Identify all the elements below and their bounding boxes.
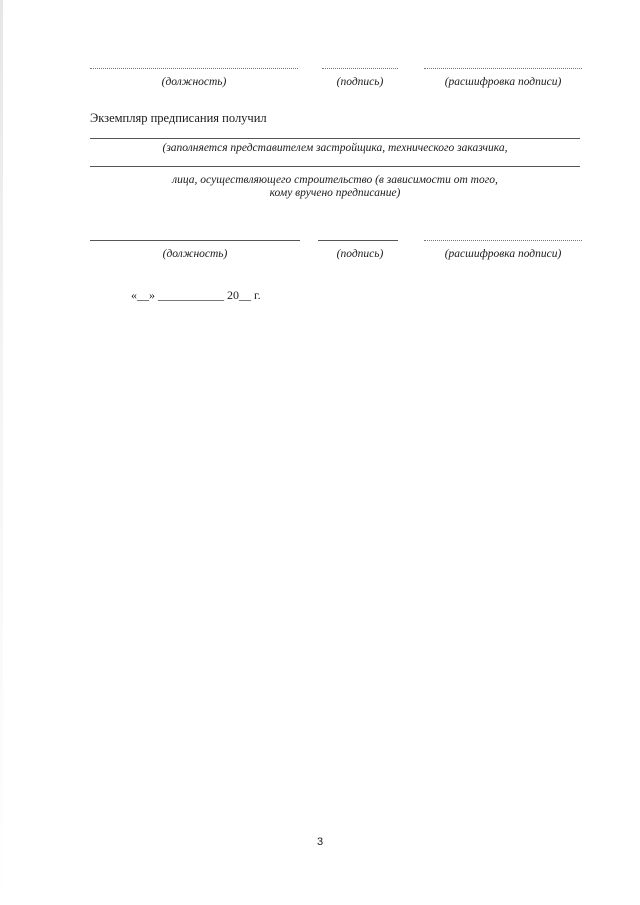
received-note-line-2: лица, осуществляющего строительство (в зависимости от того, (172, 174, 498, 186)
decoding-line-1 (424, 68, 582, 69)
received-note-line-1: (заполняется представителем застройщика, технического заказчика, (162, 142, 508, 154)
received-note-line-3: кому вручено предписание) (269, 187, 401, 199)
received-label: Экземпляр предписания получил (90, 111, 267, 125)
position-line-1 (90, 68, 298, 69)
decoding-caption-2: (расшифровка подписи) (444, 248, 562, 260)
decoding-caption-1: (расшифровка подписи) (444, 76, 562, 88)
signature-line-2 (318, 240, 398, 241)
page-number: 3 (316, 836, 324, 848)
scan-edge (0, 0, 3, 905)
signature-line-1 (322, 68, 398, 69)
received-fill-line-2 (90, 166, 580, 167)
signature-caption-2: (подпись) (336, 248, 384, 260)
received-fill-line-1 (90, 138, 580, 139)
signature-caption-1: (подпись) (336, 76, 384, 88)
position-line-2 (90, 240, 300, 241)
date-line: «__» ___________ 20__ г. (131, 288, 261, 302)
position-caption-2: (должность) (162, 248, 228, 260)
decoding-line-2 (424, 240, 582, 241)
position-caption-1: (должность) (161, 76, 227, 88)
